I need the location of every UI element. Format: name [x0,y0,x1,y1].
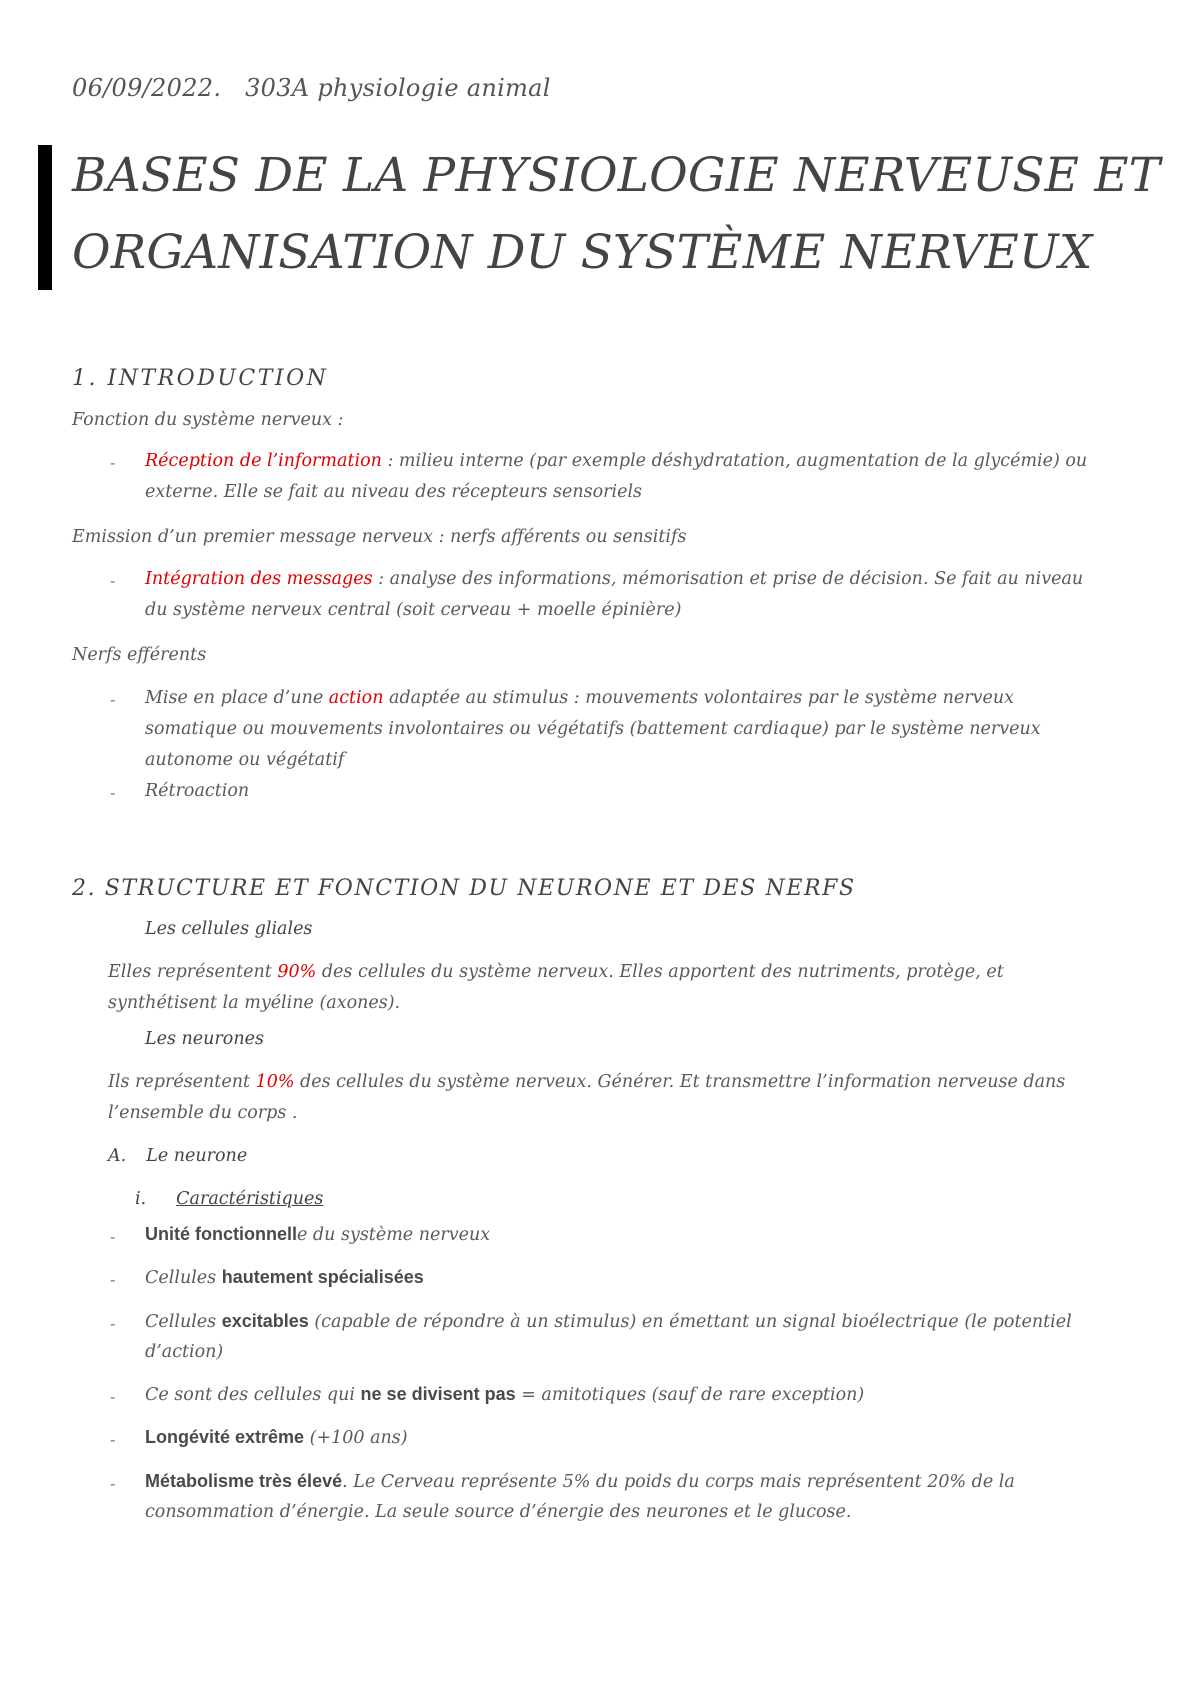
subsection-a-title: Le neurone [146,1146,248,1166]
bullet-retroaction: Rétroaction [145,781,250,801]
glial-subheading: Les cellules gliales [145,919,313,939]
neurons-subheading: Les neurones [145,1029,264,1049]
bullet-dash: - [110,1474,116,1493]
char-4-bold: ne se divisent pas [360,1384,516,1404]
char-1-bold: Unité fonctionnell [145,1224,297,1244]
char-3-rest: (capable de répondre à un stimulus) en émettant un signal bioélectrique (le potentiel [308,1312,1072,1332]
glial-percent: 90% [277,962,317,982]
bullet-dash: - [110,690,116,709]
char-excitable-line-2: d’action) [145,1342,224,1362]
action-line-2: somatique ou mouvements involontaires ou végétatifs (battement cardiaque) par le système nerveux [145,719,1041,739]
char-excitable [145,1311,1072,1332]
char-4-pre: Ce sont des cellules qui [145,1385,361,1405]
bullet-dash: - [110,1227,116,1246]
reception-highlight: Réception de l’information [145,451,382,471]
char-2-bold: hautement spécialisées [221,1267,424,1287]
glial-pre: Elles représentent [108,962,278,982]
char-longevity [145,1427,408,1448]
bullet-dash: - [110,783,116,802]
intro-text: Fonction du système nerveux : [72,410,344,430]
char-6-bold: Métabolisme très élevé [145,1471,343,1491]
neurons-percent: 10% [255,1072,295,1092]
glial-text [108,962,1004,982]
glial-line-2: synthétisent la myéline (axones). [108,993,401,1013]
neurons-pre: Ils représentent [108,1072,256,1092]
char-metabolism-line-2: consommation d’énergie. La seule source d’énergie des neurones et le glucose. [145,1502,852,1522]
bullet-dash: - [110,1387,116,1406]
bullet-integration [145,569,1083,589]
section-2-heading [72,876,856,901]
action-pre: Mise en place d’une [145,688,329,708]
title-line-1: BASES DE LA PHYSIOLOGIE NERVEUSE ET [72,148,1161,203]
integration-highlight: Intégration des messages [145,569,373,589]
section-2-title: STRUCTURE ET FONCTION DU NEURONE ET DES NERFS [104,876,856,901]
char-metabolism [145,1471,1015,1492]
bullet-dash: - [110,1314,116,1333]
emission-text: Emission d’un premier message nerveux : nerfs afférents ou sensitifs [72,527,687,547]
neurons-rest: des cellules du système nerveux. Générer. Et transmettre l’information nerveuse dans [294,1072,1066,1092]
char-functional-unit [145,1224,490,1245]
char-4-rest: = amitotiques (sauf de rare exception) [515,1385,865,1405]
action-line-3: autonome ou végétatif [145,750,345,770]
section-1-title: INTRODUCTION [107,366,329,391]
char-1-rest: e du système nerveux [297,1225,491,1245]
integration-line-2: du système nerveux central (soit cerveau + moelle épinière) [145,600,682,620]
char-3-bold: excitables [221,1311,309,1331]
char-5-rest: (+100 ans) [304,1428,408,1448]
reception-line-2: externe. Elle se fait au niveau des récepteurs sensoriels [145,482,643,502]
char-specialized [145,1267,424,1288]
neurons-line-2: l’ensemble du corps . [108,1103,298,1123]
bullet-action [145,688,1014,708]
section-2-number: 2. [72,876,97,901]
char-amitotic [145,1384,864,1405]
title-line-2: ORGANISATION DU SYSTÈME NERVEUX [72,225,1093,280]
char-3-pre: Cellules [145,1312,222,1332]
bullet-dash: - [110,1430,116,1449]
action-highlight: action [328,688,384,708]
integration-text: : analyse des informations, mémorisation et prise de décision. Se fait au niveau [372,569,1084,589]
bullet-dash: - [110,1270,116,1289]
neurons-text [108,1072,1065,1092]
section-1-number: 1. [72,366,98,391]
header-course: 303A physiologie animal [245,74,551,102]
subsection-i-title: Caractéristiques [176,1189,324,1209]
reception-text: : milieu interne (par exemple déshydratation, augmentation de la glycémie) ou [381,451,1088,471]
header-date: 06/09/2022. [72,74,222,102]
efferents-text: Nerfs efférents [72,645,207,665]
section-1-heading [72,366,328,391]
glial-rest: des cellules du système nerveux. Elles apportent des nutriments, protège, et [316,962,1004,982]
action-text: adaptée au stimulus : mouvements volontaires par le système nerveux [383,688,1015,708]
bullet-reception [145,451,1087,471]
header-line [72,74,551,102]
char-6-rest: . Le Cerveau représente 5% du poids du corps mais représentent 20% de la [342,1472,1015,1492]
bullet-dash: - [110,571,116,590]
title-accent-bar [38,145,52,290]
bullet-dash: - [110,453,116,472]
subsection-i-label: i. [135,1189,147,1209]
char-5-bold: Longévité extrême [145,1427,305,1447]
subsection-a [108,1146,247,1166]
subsection-a-label: A. [108,1146,127,1166]
subsection-i [135,1189,323,1209]
char-2-pre: Cellules [145,1268,222,1288]
